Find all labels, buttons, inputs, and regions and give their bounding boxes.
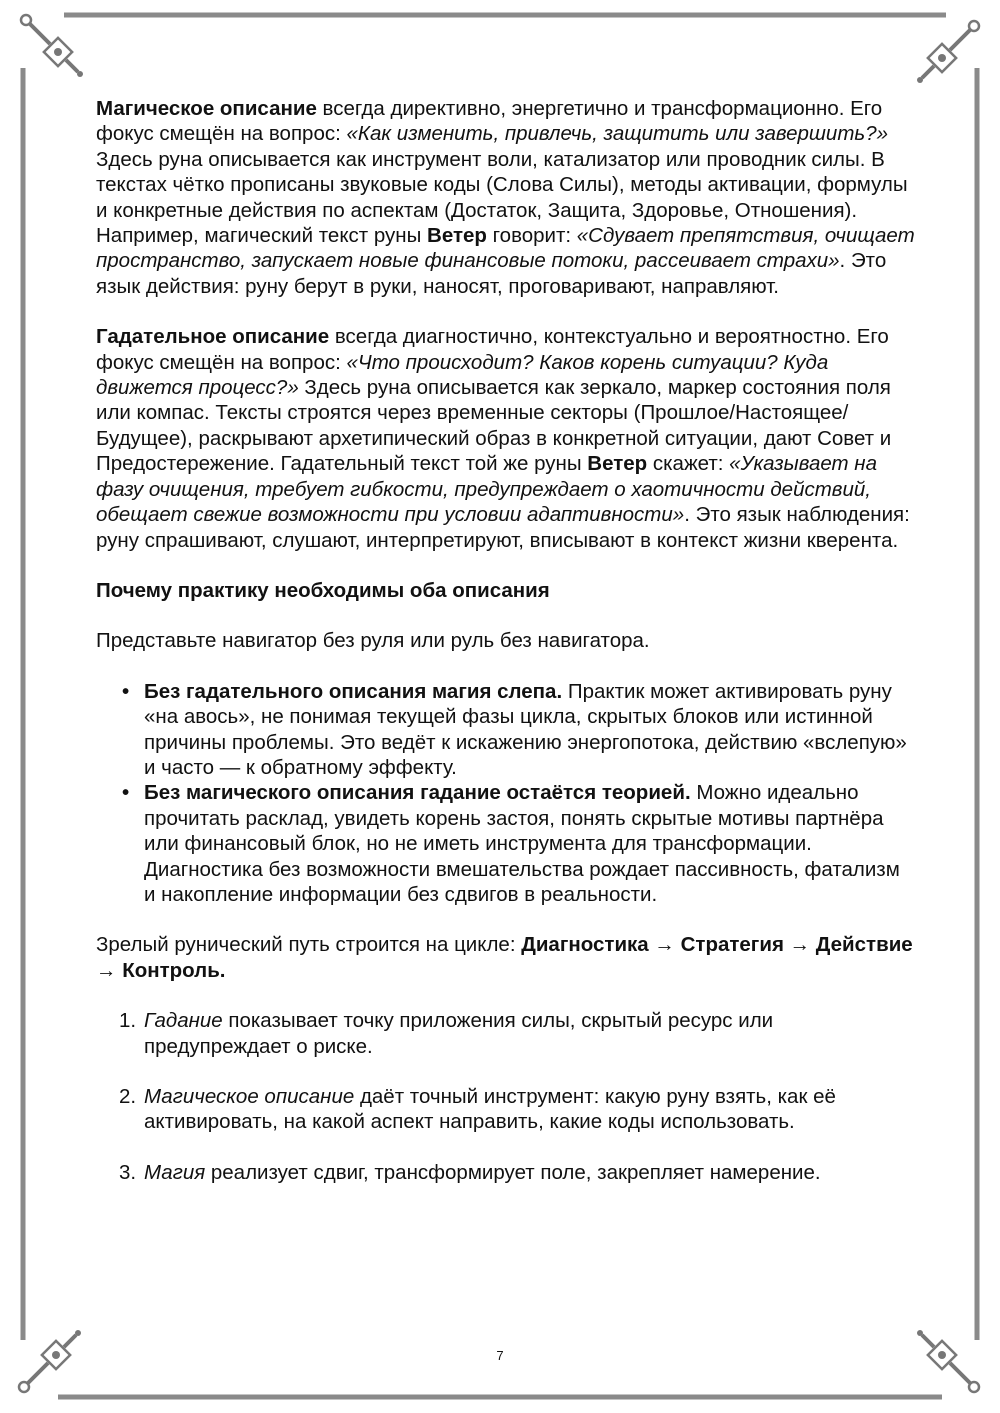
key-ornament-icon <box>21 15 83 77</box>
list-item: 2. Магическое описание даёт точный инструмент: какую руну взять, как её активировать, на какой аспект направить, какие коды использовать. <box>119 1085 836 1134</box>
page-body <box>96 96 916 1210</box>
bullet-icon: • <box>122 781 130 805</box>
list-item: 3. Магия реализует сдвиг, трансформирует поле, закрепляет намерение. <box>119 1160 821 1184</box>
list-item: 1. Гадание показывает точку приложения силы, скрытый ресурс или предупреждает о риске. <box>119 1009 774 1058</box>
rune-name: Ветер <box>427 224 487 248</box>
divination-question: «Что происходит? Каков корень ситуации? Куда движется процесс?» <box>96 350 829 400</box>
magic-description-paragraph: Магическое описание всегда директивно, энергетично и трансформационно. Его фокус смещён на вопрос: «Как изменить, привлечь, защитить или завершить?» Здесь руна описывается как инструмент воли, катализатор или проводник силы. В текстах чётко прописаны звуковые коды (Слова Силы), методы активации, формулы и конкретные действия по аспектам (Достаток, Защита, Здоровье, Отношения). Например, магический текст руны Ветер говорит: «Сдувает препятствия, очищает пространство, запускает новые финансовые потоки, рассеивает страхи». Это язык действия: руну берут в руки, наносят, проговаривают, направляют. <box>96 97 915 298</box>
magic-question: «Как изменить, привлечь, защитить или завершить?» <box>346 122 888 146</box>
section-heading: Почему практику необходимы оба описания <box>96 578 550 602</box>
divination-quote: «Указывает на фазу очищения, требует гибкости, предупреждает о хаотичности действий, обещает свежие возможности при условии адаптивности» <box>96 452 877 527</box>
page-number: 7 <box>496 1348 504 1363</box>
cycle-paragraph: Зрелый рунический путь строится на цикле: Диагностика → Стратегия → Действие → Контроль. <box>96 933 913 982</box>
rune-name: Ветер <box>587 452 648 476</box>
bullet-list <box>96 679 916 908</box>
intro-paragraph: Представьте навигатор без руля или руль без навигатора. <box>96 629 650 653</box>
key-ornament-icon <box>917 21 979 83</box>
magic-lead: Магическое описание <box>96 97 317 120</box>
numbered-list <box>96 1008 916 1185</box>
magic-quote: «Сдувает препятствия, очищает пространство, запускает новые финансовые потоки, рассеивает страхи» <box>96 224 915 273</box>
list-item: • Без магического описания гадание остаётся теорией. Можно идеально прочитать расклад, увидеть корень застоя, понять скрытые мотивы партнёра или финансовый блок, но не иметь инструмента для трансформации. Диагностика без возможности вмешательства рождает пассивность, фатализм и накопление информации без сдвигов в реальности. <box>122 781 900 906</box>
divination-description-paragraph: Гадательное описание всегда диагностично, контекстуально и вероятностно. Его фокус смещён на вопрос: «Что происходит? Каков корень ситуации? Куда движется процесс?» Здесь руна описывается как зеркало, маркер состояния поля или компас. Тексты строятся через временные секторы (Прошлое/Настоящее/Будущее), раскрывают архетипический образ в конкретной ситуации, дают Совет и Предостережение. Гадательный текст той же руны Ветер скажет: «Указывает на фазу очищения, требует гибкости, предупреждает о хаотичности действий, обещает свежие возможности при условии адаптивности». Это язык наблюдения: руну спрашивают, слушают, интерпретируют, вписывают в контекст жизни кверента. <box>96 325 910 552</box>
divination-lead: Гадательное описание <box>96 325 330 349</box>
bullet-icon: • <box>122 679 130 703</box>
list-item: • Без гадательного описания магия слепа. Практик может активировать руну «на авось», не понимая текущей фазы цикла, скрытых блоков или истинной причины проблемы. Это ведёт к искажению энергопотока, действию «вслепую» и часто — к обратному эффекту. <box>122 679 907 779</box>
cycle-steps: Диагностика → Стратегия → Действие → Контроль. <box>96 933 913 982</box>
